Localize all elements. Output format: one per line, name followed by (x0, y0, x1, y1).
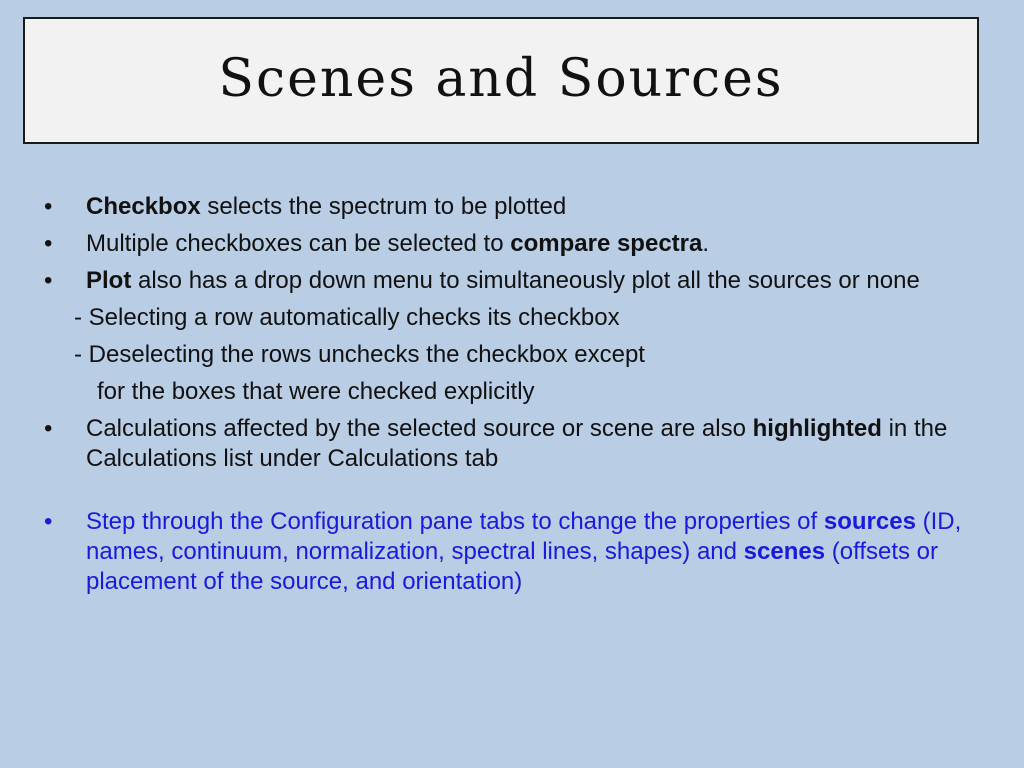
bold-term: Checkbox (86, 193, 201, 220)
subline-selecting-row: - Selecting a row automatically checks its checkbox (74, 304, 620, 331)
bullet-item-configuration-pane (44, 507, 984, 597)
bold-term: Plot (86, 267, 132, 294)
bullet-text: Plot also has a drop down menu to simultaneously plot all the sources or none (86, 267, 920, 294)
bold-term: scenes (743, 538, 826, 565)
bullet-dot: • (44, 415, 53, 442)
bullet-dot: • (44, 267, 53, 294)
title-box (23, 17, 979, 144)
bullet-text: Step through the Configuration pane tabs to change the properties of sources (ID, names, continuum, normalization, spectral lines, shapes) and scenes (offsets or placement of the source, and orientation) (86, 508, 962, 595)
bullet-dot: • (44, 508, 53, 535)
slide-title: Scenes and Sources (218, 48, 784, 109)
bullet-text: Multiple checkboxes can be selected to compare spectra. (86, 230, 710, 257)
bullet-text: Calculations affected by the selected source or scene are also highlighted in the Calculations list under Calculations tab (86, 415, 948, 472)
subline-deselecting-rows: - Deselecting the rows unchecks the checkbox except (74, 341, 645, 368)
subline-explicit-boxes: for the boxes that were checked explicitly (97, 378, 535, 405)
bold-term: highlighted (752, 415, 882, 442)
spacer (44, 481, 984, 507)
bullet-item-multiple-checkboxes (44, 229, 984, 259)
bullet-text: Checkbox selects the spectrum to be plotted (86, 193, 567, 220)
bullet-item-checkbox (44, 192, 984, 222)
bullet-item-plot (44, 266, 984, 296)
bullet-dot: • (44, 193, 53, 220)
bullet-item-calculations (44, 414, 984, 474)
bold-term: compare spectra (510, 230, 703, 257)
bullet-dot: • (44, 230, 53, 257)
bold-term: sources (823, 508, 916, 535)
bullet-list (44, 192, 984, 604)
